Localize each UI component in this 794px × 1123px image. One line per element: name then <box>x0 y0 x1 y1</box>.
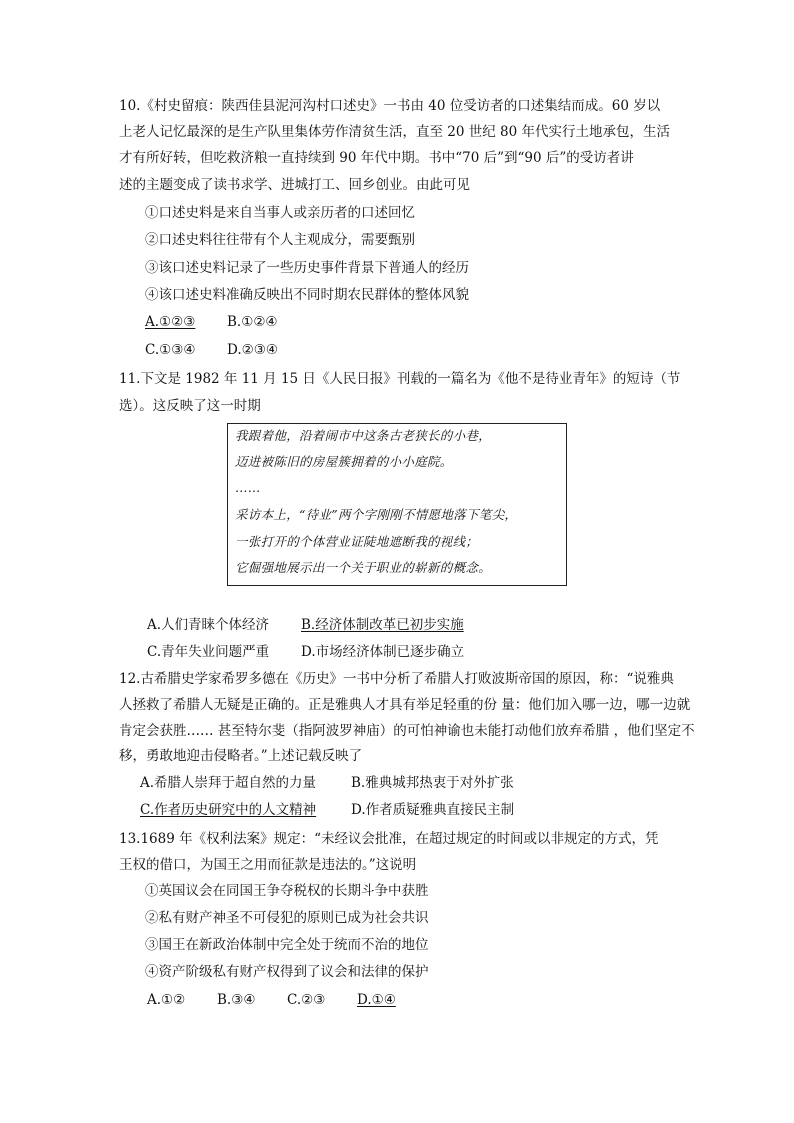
q13-option-d: D.①④ <box>357 992 396 1008</box>
q11-option-c: C.青年失业问题严重 <box>147 644 270 660</box>
q13-item-1: ①英国议会在同国王争夺税权的长期斗争中获胜 <box>145 883 429 899</box>
q12-option-d: D.作者质疑雅典直接民主制 <box>351 802 515 818</box>
q11-stem-line-1: 11.下文是 1982 年 11 月 15 日《人民日报》刊载的一篇名为《他不是待业青年》的短诗（节 <box>119 371 681 387</box>
q10-stem-line-3: 才有所好转，但吃救济粮一直持续到 90 年代中期。书中“70 后”到“90 后”的受访者讲 <box>119 150 634 166</box>
q10-stem-line-2: 上老人记忆最深的是生产队里集体劳作清贫生活，直至 20 世纪 80 年代实行土地承包，生活 <box>119 124 671 140</box>
poem-line-1: 我跟着他，沿着闹市中这条古老狭长的小巷， <box>235 428 492 443</box>
poem-line-2: 迈进被陈旧的房屋簇拥着的小小庭院。 <box>235 454 453 469</box>
q10-option-c: C.①③④ <box>145 342 196 358</box>
q11-stem-line-2: 选）。这反映了这一时期 <box>119 398 261 414</box>
q12-stem-line-3: 肯定会获胜…… 甚至特尔斐（指阿波罗神庙）的可怕神谕也未能打动他们放弃希腊 ，他们坚定不 <box>119 723 695 739</box>
q12-option-c: C.作者历史研究中的人文精神 <box>140 802 317 818</box>
q13-item-3: ③国王在新政治体制中完全处于统而不治的地位 <box>145 937 429 953</box>
q13-stem-line-1: 13.1689 年《权利法案》规定：“未经议会批准，在超过规定的时间或以非规定的方式，凭 <box>119 831 659 847</box>
q11-option-a: A.人们青睐个体经济 <box>147 617 270 633</box>
q10-option-d: D.②③④ <box>227 342 278 358</box>
q13-option-a: A.①② <box>147 992 186 1008</box>
q12-stem-line-2: 人拯救了希腊人无疑是正确的。正是雅典人才具有举足轻重的份 量：他们加入哪一边，哪一边就 <box>119 697 691 713</box>
q10-option-a: A.①②③ <box>145 314 196 330</box>
q10-item-1: ①口述史料是来自当事人或亲历者的口述回忆 <box>145 205 415 221</box>
poem-excerpt-box <box>227 423 567 586</box>
q13-option-b: B.③④ <box>217 992 256 1008</box>
poem-line-6: 它倔强地展示出一个关于职业的崭新的概念。 <box>235 560 492 575</box>
q10-stem-line-4: 述的主题变成了读书求学、进城打工、回乡创业。由此可见 <box>119 177 470 193</box>
q13-option-c: C.②③ <box>287 992 326 1008</box>
q11-option-b: B.经济体制改革已初步实施 <box>301 617 464 633</box>
q10-item-4: ④该口述史料准确反映出不同时期农民群体的整体风貌 <box>145 287 469 303</box>
q10-item-3: ③该口述史料记录了一些历史事件背景下普通人的经历 <box>145 260 469 276</box>
q13-stem-line-2: 王权的借口，为国王之用而征款是违法的。”这说明 <box>119 857 417 873</box>
q10-option-b: B.①②④ <box>227 314 278 330</box>
q13-item-4: ④资产阶级私有财产权得到了议会和法律的保护 <box>145 964 429 980</box>
q12-stem-line-1: 12.古希腊史学家希罗多德在《历史》一书中分析了希腊人打败波斯帝国的原因，称：“说雅典 <box>119 671 674 687</box>
q13-item-2: ②私有财产神圣不可侵犯的原则已成为社会共识 <box>145 910 429 926</box>
q12-option-a: A.希腊人崇拜于超自然的力量 <box>140 775 317 791</box>
poem-line-3: …… <box>235 480 261 495</box>
poem-line-5: 一张打开的个体营业证陡地遮断我的视线； <box>235 534 479 549</box>
q11-option-d: D.市场经济体制已逐步确立 <box>301 644 465 660</box>
q12-option-b: B.雅典城邦热衷于对外扩张 <box>351 775 514 791</box>
q10-stem-line-1: 10.《村史留痕：陕西佳县泥河沟村口述史》一书由 40 位受访者的口述集结而成。60 岁以 <box>119 98 661 114</box>
poem-line-4: 采访本上，“待业”两个字刚刚不情愿地落下笔尖， <box>235 507 518 522</box>
q12-stem-line-4: 移，勇敢地迎击侵略者。”上述记载反映了 <box>119 748 363 764</box>
q10-item-2: ②口述史料往往带有个人主观成分，需要甄别 <box>145 232 415 248</box>
